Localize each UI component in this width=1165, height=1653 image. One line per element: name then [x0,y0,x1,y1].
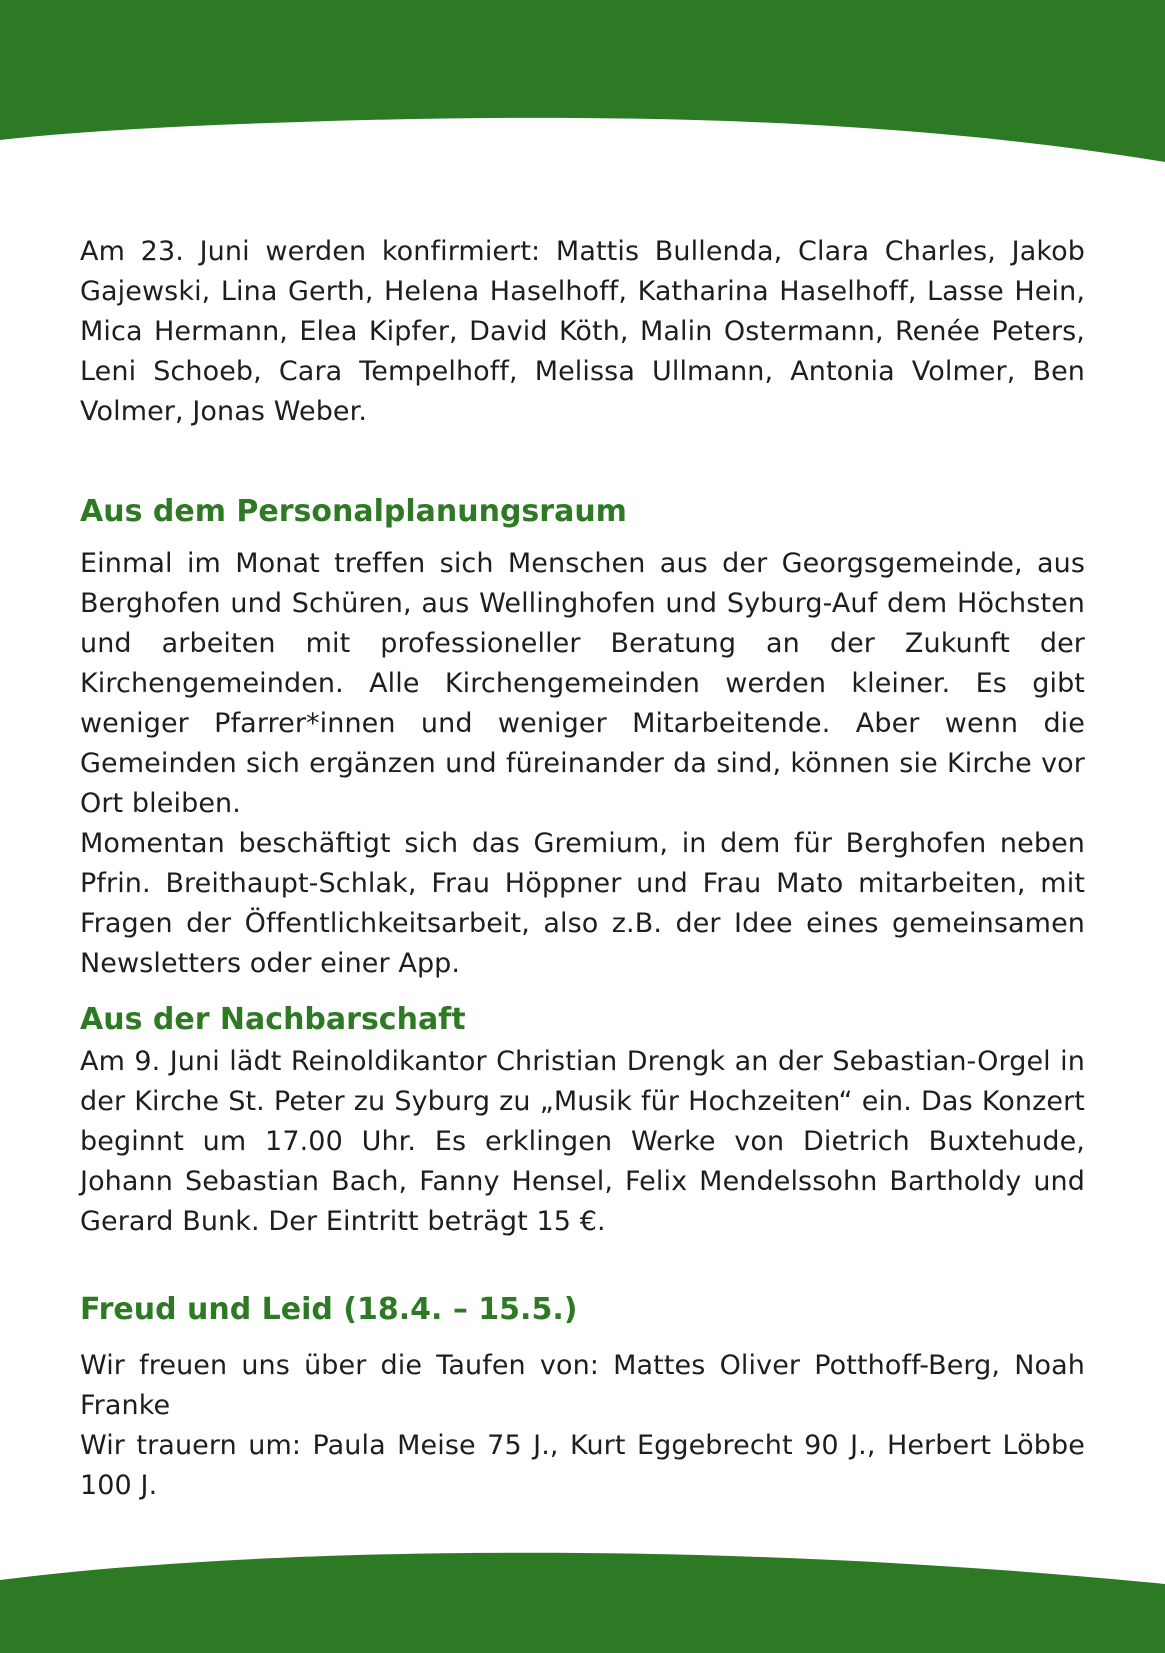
nachbarschaft-heading: Aus der Nachbarschaft [80,1002,466,1037]
top-wave-shape [0,0,1165,162]
freud-leid-heading: Freud und Leid (18.4. – 15.5.) [80,1292,578,1327]
mourning-paragraph: Wir trauern um: Paula Meise 75 J., Kurt Eggebrecht 90 J., Herbert Löbbe 100 J. [80,1430,1085,1501]
personalplanung-paragraph-1: Einmal im Monat treffen sich Menschen aus der Georgsgemeinde, aus Berghofen und Schüren, aus Wellinghofen und Syburg-Auf dem Höchsten und arbeiten mit professioneller Beratung an der Zukunft der Kirchengemeinden. Alle Kirchengemeinden werden kleiner. Es gibt weniger Pfarrer*innen und weniger Mitarbeitende. Aber wenn die Gemeinden sich ergänzen und füreinander da sind, können sie Kirche vor Ort bleiben. [80,548,1085,819]
nachbarschaft-paragraph: Am 9. Juni lädt Reinoldikantor Christian Drengk an der Sebastian-Orgel in der Kirche St. Peter zu Syburg zu „Musik für Hochzeiten“ ein. Das Konzert beginnt um 17.00 Uhr. Es erklingen Werke von Dietrich Buxtehude, Johann Sebastian Bach, Fanny Hensel, Felix Mendelssohn Bartholdy und Gerard Bunk. Der Eintritt beträgt 15 €. [80,1046,1085,1237]
baptisms-paragraph: Wir freuen uns über die Taufen von: Mattes Oliver Potthoff-Berg, Noah Franke [80,1350,1085,1421]
top-wave-banner [0,0,1165,170]
confirmation-paragraph: Am 23. Juni werden konfirmiert: Mattis Bullenda, Clara Charles, Jakob Gajewski, Lina Gerth, Helena Haselhoff, Katharina Haselhoff, Lasse Hein, Mica Hermann, Elea Kipfer, David Köth, Malin Ostermann, Renée Peters, Leni Schoeb, Cara Tempelhoff, Melissa Ullmann, Antonia Volmer, Ben Volmer, Jonas Weber. [80,236,1085,427]
personalplanung-heading: Aus dem Personalplanungsraum [80,494,627,529]
personalplanung-paragraph-2: Momentan beschäftigt sich das Gremium, in dem für Berghofen neben Pfrin. Breithaupt-Schlak, Frau Höppner und Frau Mato mitarbeiten, mit Fragen der Öffentlichkeitsarbeit, also z.B. der Idee eines gemeinsamen Newsletters oder einer App. [80,828,1085,979]
bottom-wave-banner [0,1540,1165,1653]
page-content [80,232,1085,1506]
bottom-wave-shape [0,1553,1165,1653]
